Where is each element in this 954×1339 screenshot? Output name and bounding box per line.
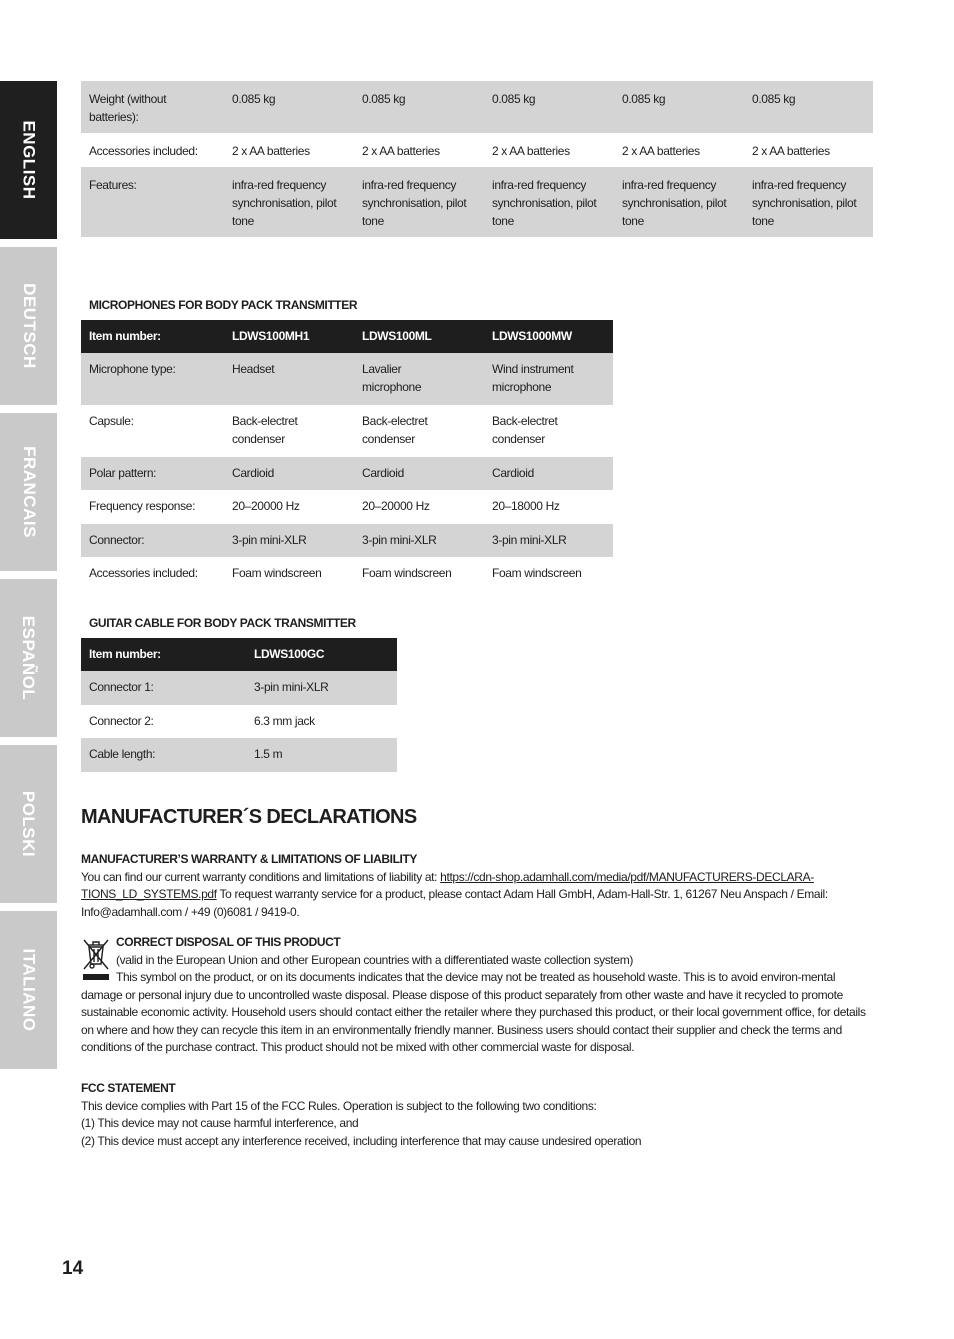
cell: 2 x AA batteries bbox=[752, 144, 830, 158]
lang-tab-english[interactable] bbox=[0, 81, 57, 239]
table-row bbox=[81, 557, 613, 591]
table-row bbox=[81, 133, 873, 167]
cell: infra-red frequency synchronisation, pilot tone bbox=[354, 167, 484, 237]
table-row bbox=[81, 705, 397, 738]
cell: 1.5 m bbox=[246, 738, 397, 772]
row-label: Cable length: bbox=[81, 738, 246, 772]
cell: Back-electret condenser bbox=[232, 414, 298, 446]
cell: 3-pin mini-XLR bbox=[224, 524, 354, 557]
table-row bbox=[81, 490, 613, 524]
row-label: Accessories included: bbox=[89, 144, 198, 158]
lang-tab-label: ESPAÑOL bbox=[19, 615, 39, 701]
lang-tab-italiano[interactable] bbox=[0, 911, 57, 1069]
declarations-title: MANUFACTURER´S DECLARATIONS bbox=[81, 806, 417, 828]
fcc-line: (2) This device must accept any interference received, including interference that may cause undesired operation bbox=[81, 1133, 642, 1148]
row-label: Weight (without batteries): bbox=[81, 81, 224, 133]
fcc-line: (1) This device may not cause harmful interference, and bbox=[81, 1116, 359, 1130]
cell: Back-electret condenser bbox=[362, 414, 428, 446]
warranty-section bbox=[81, 851, 873, 921]
row-label: Polar pattern: bbox=[81, 457, 224, 490]
cell: 20–18000 Hz bbox=[492, 499, 560, 513]
cell: 20–20000 Hz bbox=[232, 499, 300, 513]
header-cell: LDWS100ML bbox=[354, 320, 484, 353]
cell: infra-red frequency synchronisation, pilot tone bbox=[484, 167, 614, 237]
fcc-section bbox=[81, 1080, 873, 1150]
cell: Lavalier microphone bbox=[354, 353, 484, 405]
cell: 2 x AA batteries bbox=[492, 144, 570, 158]
table-row bbox=[81, 671, 397, 705]
cell: Cardioid bbox=[484, 457, 613, 490]
row-label: Connector 2: bbox=[89, 714, 154, 728]
lang-tab-espanol[interactable] bbox=[0, 579, 57, 737]
disposal-text: This symbol on the product, or on its documents indicates that the device may not be treated as household waste. This is to avoid environ-mental damage or personal injury due to uncontrolled waste disposal. Please dispose of this product separately from other waste and have it recycled to promote sustainable economic activity. Household users should contact either the retailer where they purchased this product, or their local government office, for details on where and how they can recycle this item in an environmentally friendly manner. Business users should contact their supplier and check the terms and conditions of the purchase contract. This product should not be mixed with other commercial waste for disposal. bbox=[81, 970, 866, 1054]
warranty-text: You can find our current warranty conditions and limitations of liability at: bbox=[81, 869, 441, 884]
cell: Cardioid bbox=[224, 457, 354, 490]
row-label: Accessories included: bbox=[89, 566, 198, 580]
disposal-heading: CORRECT DISPOSAL OF THIS PRODUCT bbox=[116, 935, 341, 949]
row-label: Features: bbox=[81, 167, 224, 237]
lang-tab-francais[interactable] bbox=[0, 413, 57, 571]
header-cell: LDWS100MH1 bbox=[224, 320, 354, 353]
lang-tab-label: POLSKI bbox=[19, 790, 39, 858]
header-cell: LDWS100GC bbox=[246, 638, 397, 671]
header-cell: Item number: bbox=[81, 638, 246, 671]
disposal-section bbox=[81, 934, 873, 1057]
fcc-heading: FCC STATEMENT bbox=[81, 1081, 176, 1095]
cell: Back-electret condenser bbox=[492, 414, 558, 446]
table-row bbox=[81, 524, 613, 557]
disposal-subtitle: (valid in the European Union and other European countries with a differentiated waste collection system) bbox=[116, 952, 634, 967]
cell: 3-pin mini-XLR bbox=[246, 671, 397, 705]
warranty-link[interactable]: https://cdn-shop.adamhall.com/media/pdf/MANUFACTURERS-DECLARA-TIONS_LD_SYSTEMS.pdf bbox=[81, 869, 814, 901]
cell: 6.3 mm jack bbox=[254, 714, 315, 728]
table-row bbox=[81, 457, 613, 490]
cell: 0.085 kg bbox=[484, 81, 614, 133]
lang-tab-deutsch[interactable] bbox=[0, 247, 57, 405]
fcc-line: This device complies with Part 15 of the FCC Rules. Operation is subject to the following two conditions: bbox=[81, 1098, 597, 1113]
cell: 2 x AA batteries bbox=[362, 144, 440, 158]
language-tabs bbox=[0, 81, 57, 1077]
cell: 0.085 kg bbox=[354, 81, 484, 133]
table-header-row bbox=[81, 638, 397, 671]
table-row bbox=[81, 738, 397, 772]
table-row bbox=[81, 353, 613, 405]
mic-specs-table bbox=[81, 320, 613, 591]
cell: 2 x AA batteries bbox=[622, 144, 700, 158]
lang-tab-label: DEUTSCH bbox=[19, 283, 39, 369]
cell: 2 x AA batteries bbox=[232, 144, 310, 158]
warranty-heading: MANUFACTURER’S WARRANTY & LIMITATIONS OF LIABILITY bbox=[81, 852, 417, 866]
cable-section-title: GUITAR CABLE FOR BODY PACK TRANSMITTER bbox=[89, 616, 356, 630]
lang-tab-label: ENGLISH bbox=[19, 120, 39, 200]
cell: 0.085 kg bbox=[744, 81, 873, 133]
row-label: Connector: bbox=[81, 524, 224, 557]
row-label: Capsule: bbox=[89, 414, 134, 428]
cell: 3-pin mini-XLR bbox=[354, 524, 484, 557]
table-header-row bbox=[81, 320, 613, 353]
cell: Wind instrument microphone bbox=[484, 353, 613, 405]
cell: 0.085 kg bbox=[224, 81, 354, 133]
transmitter-specs-table bbox=[81, 81, 873, 237]
cell: 20–20000 Hz bbox=[362, 499, 430, 513]
cell: Foam windscreen bbox=[232, 566, 322, 580]
table-row bbox=[81, 81, 873, 133]
mic-section-title: MICROPHONES FOR BODY PACK TRANSMITTER bbox=[89, 298, 358, 312]
lang-tab-label: ITALIANO bbox=[19, 948, 39, 1032]
cell: infra-red frequency synchronisation, pilot tone bbox=[614, 167, 744, 237]
cable-specs-table bbox=[81, 638, 397, 772]
header-cell: Item number: bbox=[81, 320, 224, 353]
header-cell: LDWS1000MW bbox=[484, 320, 613, 353]
cell: Foam windscreen bbox=[492, 566, 582, 580]
cell: 3-pin mini-XLR bbox=[484, 524, 613, 557]
cell: Foam windscreen bbox=[362, 566, 452, 580]
row-label: Connector 1: bbox=[81, 671, 246, 705]
cell: infra-red frequency synchronisation, pilot tone bbox=[744, 167, 873, 237]
table-row bbox=[81, 167, 873, 237]
warranty-contact-text: To request warranty service for a product, please contact Adam Hall GmbH, Adam-Hall-Str. 1, 61267 Neu Anspach / Email: Info@adamhall.com / +49 (0)6081 / 9419-0. bbox=[81, 887, 828, 919]
row-label: Microphone type: bbox=[81, 353, 224, 405]
lang-tab-label: FRANCAIS bbox=[19, 446, 39, 538]
cell: infra-red frequency synchronisation, pilot tone bbox=[224, 167, 354, 237]
cell: 0.085 kg bbox=[614, 81, 744, 133]
cell: Cardioid bbox=[354, 457, 484, 490]
row-label: Frequency response: bbox=[89, 499, 196, 513]
page-number: 14 bbox=[62, 1258, 84, 1279]
table-row bbox=[81, 405, 613, 457]
cell: Headset bbox=[224, 353, 354, 405]
lang-tab-polski[interactable] bbox=[0, 745, 57, 903]
